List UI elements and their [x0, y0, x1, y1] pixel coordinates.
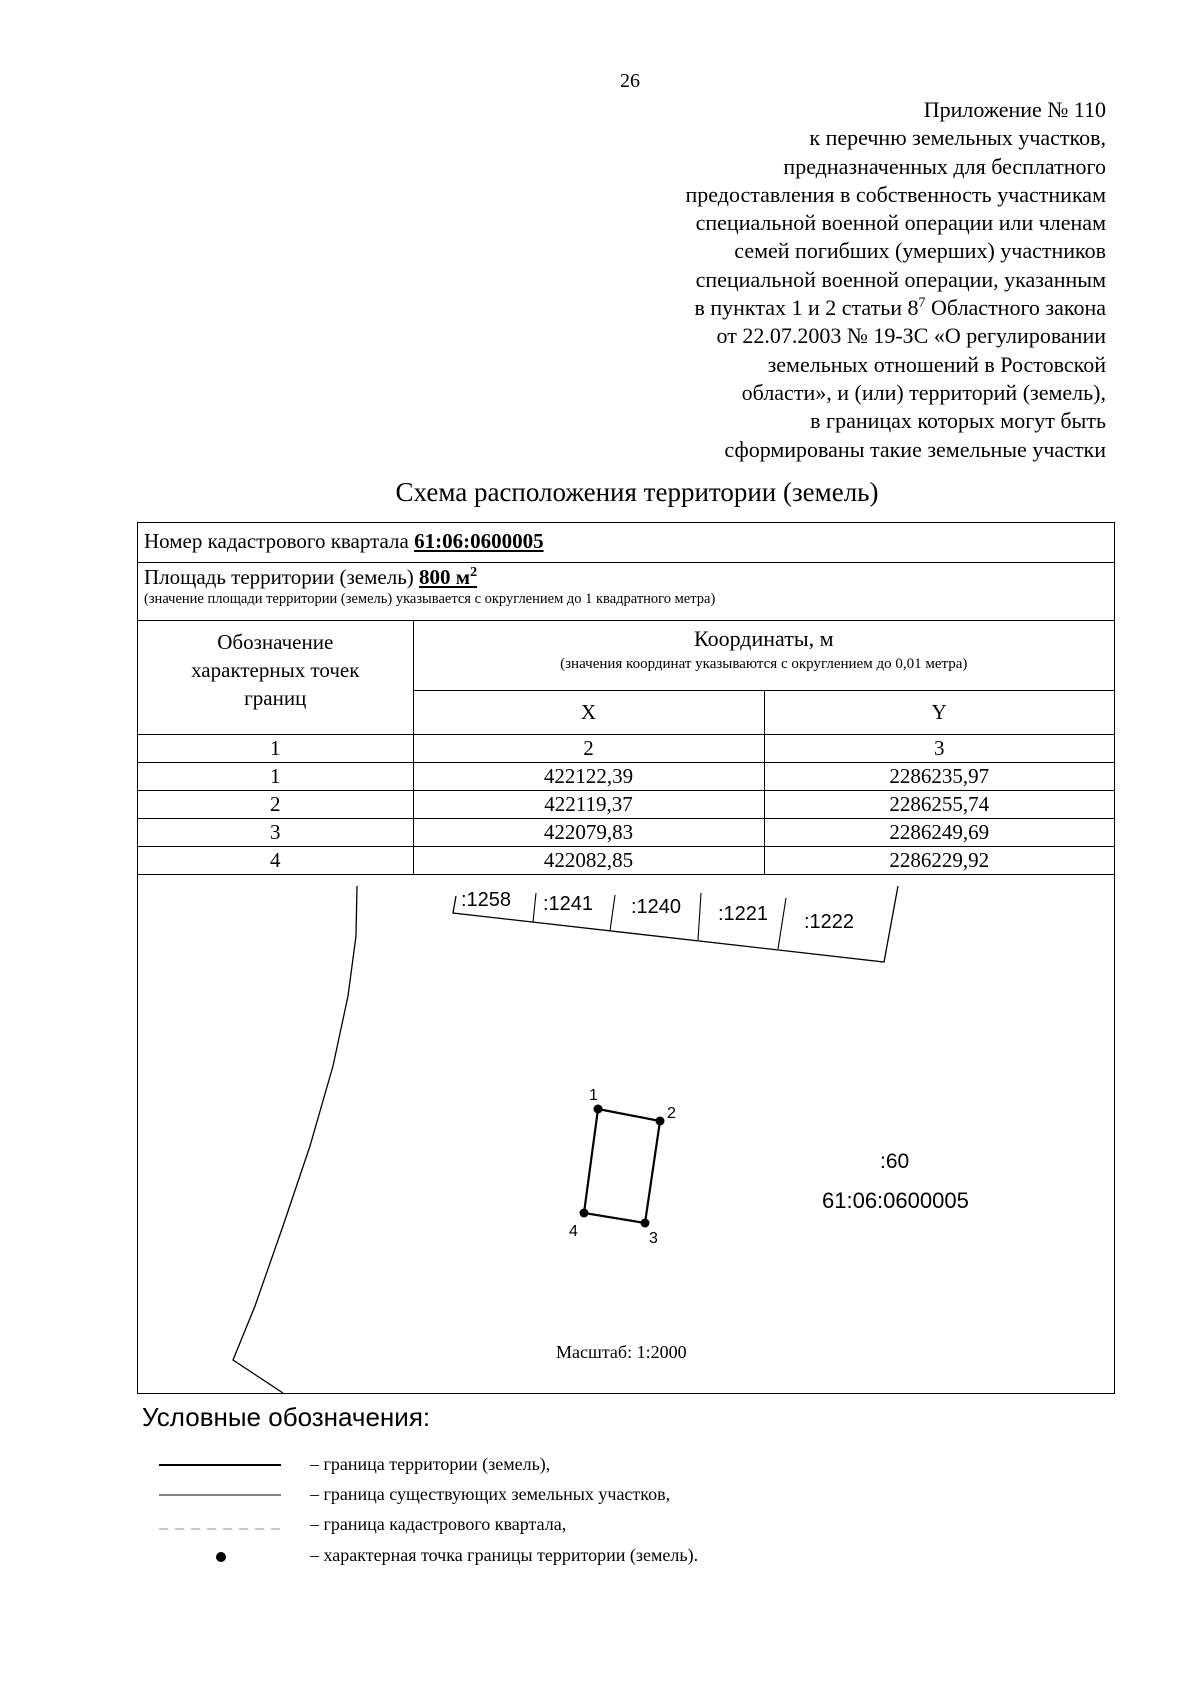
x-cell: 422079,83 — [413, 818, 764, 846]
appendix-line: области», и (или) территорий (земель), — [741, 379, 1106, 405]
col-number: 3 — [764, 734, 1114, 762]
appendix-line: от 22.07.2003 № 19-ЗС «О регулировании — [716, 323, 1106, 349]
legend-item — [155, 1454, 855, 1480]
appendix-line: специальной военной операции или членам — [695, 210, 1106, 236]
area-value-number: 800 м — [419, 565, 471, 589]
parcel-divider — [778, 898, 786, 949]
parcel-label: :1258 — [461, 889, 512, 911]
parcel-label: :1240 — [631, 896, 682, 918]
col-number: 1 — [138, 734, 413, 762]
points-header-line: характерных точек — [191, 658, 360, 682]
appendix-line: семей погибших (умерших) участников — [734, 238, 1106, 264]
page-number: 26 — [620, 70, 640, 92]
appendix-line: в границах которых могут быть — [810, 408, 1106, 434]
table-row — [138, 762, 1114, 790]
table-row — [138, 846, 1114, 874]
scheme-frame — [137, 522, 1115, 1394]
legend-item — [155, 1484, 855, 1510]
point-label: 3 — [649, 1230, 658, 1247]
col-number: 2 — [413, 734, 764, 762]
point-label: 4 — [569, 1223, 578, 1240]
appendix-line: предоставления в собственность участникам — [685, 181, 1106, 207]
appendix-line-part: в пунктах 1 и 2 статьи 8 — [694, 295, 919, 321]
point-label: 2 — [667, 1105, 676, 1122]
scale-label: Масштаб: 1:2000 — [556, 1342, 687, 1362]
existing-parcels-boundary-symbol — [155, 1484, 285, 1510]
area-unit-power: 2 — [470, 565, 478, 580]
area-line — [144, 565, 1114, 590]
y-cell: 2286255,74 — [764, 790, 1114, 818]
appendix-block — [586, 96, 1106, 464]
point-cell: 2 — [138, 790, 413, 818]
points-header — [138, 620, 413, 734]
territory-polygon — [584, 1109, 660, 1223]
parcel-divider — [610, 895, 615, 931]
article-superscript: 7 — [918, 295, 926, 311]
plot-label: :60 — [880, 1150, 910, 1173]
cadastral-row — [138, 523, 1114, 563]
left-boundary-line — [233, 886, 357, 1393]
appendix-line-part: Областного закона — [925, 295, 1106, 321]
table-row — [138, 818, 1114, 846]
appendix-line: предназначенных для бесплатного — [783, 153, 1106, 179]
appendix-line: земельных отношений в Ростовской — [767, 351, 1106, 377]
cadastral-quarter-boundary-symbol — [155, 1514, 285, 1540]
coords-header — [413, 620, 1114, 690]
appendix-line: специальной военной операции, указанным — [695, 266, 1106, 292]
point-cell: 3 — [138, 818, 413, 846]
boundary-point-marker — [594, 1105, 603, 1114]
point-cell: 4 — [138, 846, 413, 874]
y-cell: 2286249,69 — [764, 818, 1114, 846]
points-header-line: Обозначение — [217, 630, 334, 654]
x-cell: 422122,39 — [413, 762, 764, 790]
x-cell: 422082,85 — [413, 846, 764, 874]
area-label: Площадь территории (земель) — [144, 565, 420, 589]
points-header-line: границ — [244, 686, 307, 710]
y-cell: 2286235,97 — [764, 762, 1114, 790]
cadastral-label: Номер кадастрового квартала — [144, 529, 415, 553]
appendix-line: сформированы такие земельные участки — [724, 436, 1106, 462]
coords-header-title: Координаты, м — [693, 626, 834, 651]
parcel-divider — [698, 893, 701, 940]
table-row — [138, 790, 1114, 818]
parcel-label: :1222 — [804, 911, 855, 933]
point-cell: 1 — [138, 762, 413, 790]
area-row — [138, 563, 1114, 621]
quarter-label: 61:06:0600005 — [822, 1188, 969, 1213]
scheme-title: Схема расположения территории (земель) — [395, 477, 879, 507]
coordinates-table — [138, 620, 1114, 875]
legend-text: – граница существующих земельных участков, — [310, 1484, 671, 1504]
legend-text: – граница территории (земель), — [310, 1454, 551, 1474]
y-cell: 2286229,92 — [764, 846, 1114, 874]
boundary-point-marker — [641, 1219, 650, 1228]
parcel-label: :1221 — [718, 903, 769, 925]
legend-title: Условные обозначения: — [142, 1402, 431, 1432]
point-label: 1 — [589, 1087, 598, 1104]
legend-text: – характерная точка границы территории (земель). — [310, 1545, 699, 1565]
parcel-label: :1241 — [543, 893, 594, 915]
boundary-point-marker — [580, 1209, 589, 1218]
characteristic-point-symbol — [155, 1545, 285, 1571]
legend-item — [155, 1545, 855, 1571]
legend-text: – граница кадастрового квартала, — [310, 1514, 567, 1534]
coords-header-note: (значения координат указываются с округлением до 0,01 метра) — [560, 656, 968, 672]
scheme-map — [138, 876, 1114, 1393]
cadastral-value: 61:06:0600005 — [414, 529, 544, 553]
appendix-line: к перечню земельных участков, — [809, 125, 1106, 151]
y-header: Y — [764, 690, 1114, 734]
parcel-divider — [533, 893, 536, 922]
boundary-point-marker — [656, 1117, 665, 1126]
area-value — [419, 565, 477, 589]
territory-boundary-symbol — [155, 1454, 285, 1480]
legend-item — [155, 1514, 855, 1540]
appendix-line: Приложение № 110 — [923, 97, 1106, 122]
x-cell: 422119,37 — [413, 790, 764, 818]
area-note: (значение площади территории (земель) указывается с округлением до 1 квадратного метра) — [144, 591, 716, 607]
appendix-line — [586, 294, 1106, 322]
x-header: X — [413, 690, 764, 734]
